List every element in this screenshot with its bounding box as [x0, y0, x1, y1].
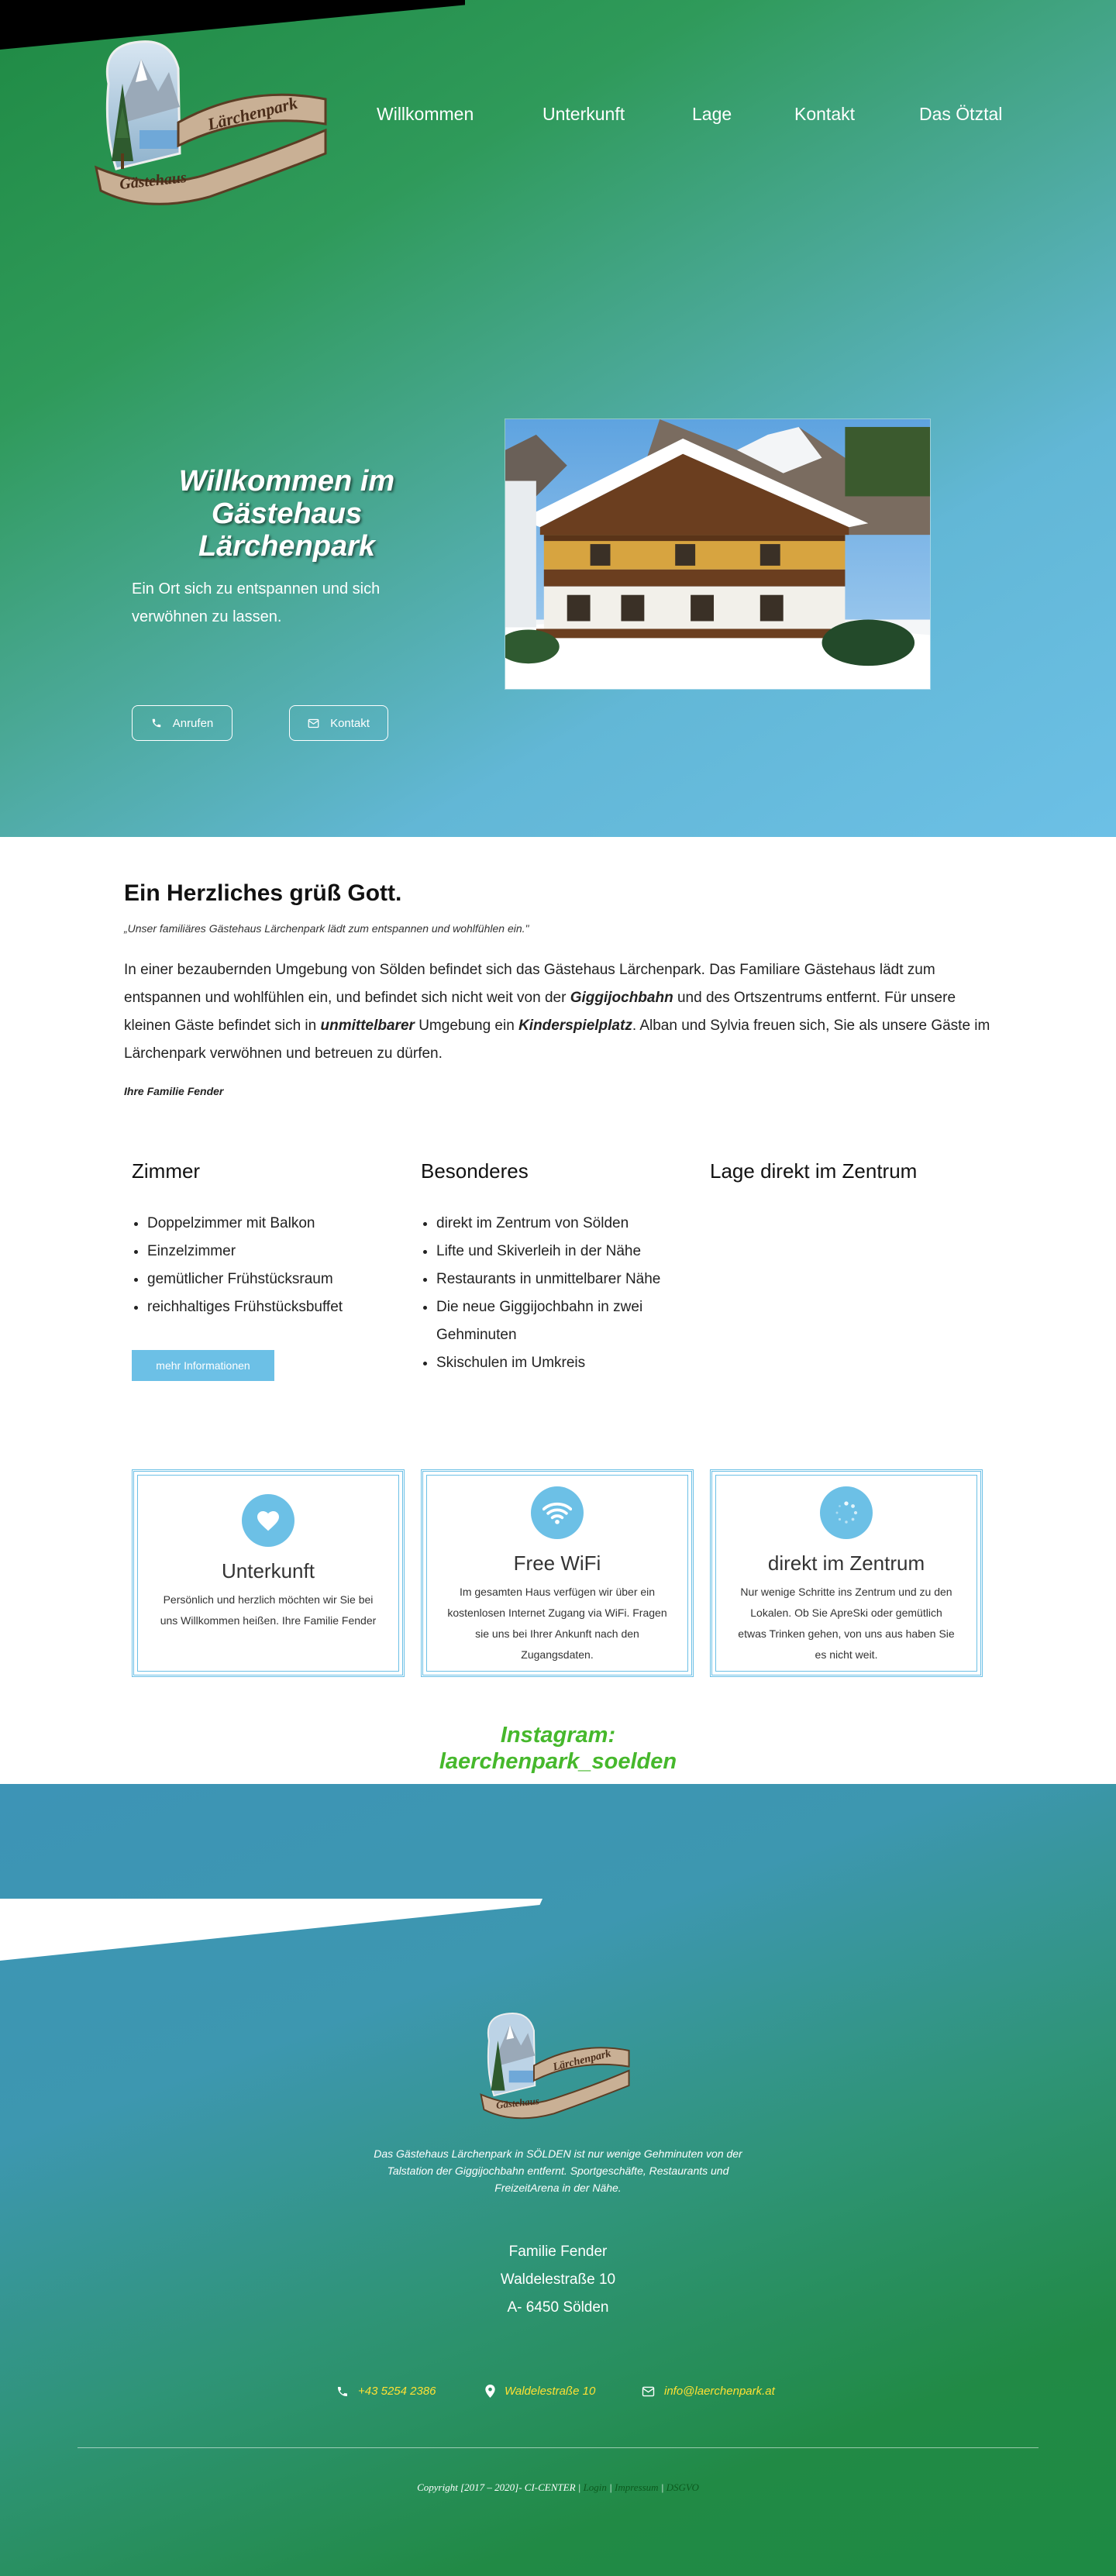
call-button[interactable] [132, 705, 232, 741]
instagram-handle: laerchenpark_soelden [439, 1749, 677, 1774]
svg-text:Gästehaus: Gästehaus [495, 2096, 540, 2111]
feature-inner [426, 1475, 688, 1672]
svg-text:Lärchenpark: Lärchenpark [205, 92, 300, 134]
nav-oetztal[interactable]: Das Ötztal [919, 104, 1003, 124]
footer [0, 1784, 1116, 2576]
list-item: • Die neue Giggijochbahn in zwei Gehminuten [436, 1293, 700, 1349]
list-item: • Skischulen im Umkreis [436, 1349, 700, 1377]
phone-icon [336, 2385, 349, 2398]
welcome-body-bold-2: unmittelbarer [320, 1018, 415, 1034]
footer-address-block [403, 2238, 713, 2322]
heart-icon [242, 1494, 294, 1547]
welcome-body-text-3: Umgebung ein [414, 1018, 519, 1034]
footer-description: Das Gästehaus Lärchenpark in SÖLDEN ist nur wenige Gehminuten von der Talstation der Giggijochbahn entfernt. Sportgeschäfte, Restaurants und FreizeitArena in der Nähe. [374, 2147, 742, 2194]
zimmer-list [132, 1210, 411, 1321]
footer-name: Familie Fender [508, 2244, 608, 2260]
contact-button[interactable] [289, 705, 388, 741]
spinner-icon [820, 1486, 873, 1539]
welcome-body-text-1: In einer bezaubernden Umgebung von Sölden befindet sich das Gästehaus Lärchenpark. Das Familiare Gästehaus lädt zum entspannen und wohlfühlen ein, und befindet sich nicht weit von der [124, 962, 935, 1006]
footer-link-impressum[interactable]: Impressum [615, 2481, 659, 2493]
footer-street: Waldelestraße 10 [500, 2271, 616, 2288]
hero-section [0, 0, 1116, 837]
footer-logo[interactable] [479, 2010, 634, 2122]
footer-location-text: Waldelestraße 10 [505, 2385, 596, 2398]
copyright-separator: | [609, 2481, 612, 2493]
chalet-photo [505, 418, 931, 690]
feature-zentrum [710, 1469, 983, 1677]
list-item: • Einzelzimmer [147, 1238, 411, 1266]
list-item: • Lifte und Skiverleih in der Nähe [436, 1238, 700, 1266]
feature-text: Nur wenige Schritte ins Zentrum und zu den Lokalen. Ob Sie ApreSki oder gemütlich etwas Trinken gehen, von uns aus haben Sie es nicht weit. [738, 1586, 955, 1661]
welcome-quote: „Unser familiäres Gästehaus Lärchenpark lädt zum entspannen und wohlfühlen ein." [124, 922, 529, 935]
welcome-signature: Ihre Familie Fender [124, 1085, 224, 1097]
welcome-body-bold-3: Kinderspielplatz [518, 1018, 632, 1034]
nav-unterkunft[interactable]: Unterkunft [542, 104, 625, 124]
list-item: • reichhaltiges Frühstücksbuffet [147, 1293, 411, 1321]
feature-title: Free WiFi [513, 1551, 601, 1575]
nav-lage[interactable]: Lage [692, 104, 732, 124]
column-lage [710, 1159, 989, 1210]
footer-phone-text: +43 5254 2386 [358, 2385, 436, 2398]
footer-divider [78, 2447, 1038, 2448]
column-lage-title: Lage direkt im Zentrum [710, 1159, 918, 1183]
more-info-button[interactable]: mehr Informationen [132, 1350, 274, 1381]
column-besonderes [421, 1159, 700, 1377]
welcome-heading: Ein Herzliches grüß Gott. [124, 880, 402, 906]
feature-unterkunft [132, 1469, 405, 1677]
column-zimmer-title: Zimmer [132, 1159, 201, 1183]
footer-link-dsgvo[interactable]: DSGVO [666, 2481, 699, 2493]
hero-subtitle: Ein Ort sich zu entspannen und sich verwöhnen zu lassen. [132, 580, 381, 625]
footer-email[interactable] [642, 2385, 775, 2398]
map-pin-icon [485, 2385, 495, 2398]
footer-phone[interactable] [336, 2385, 436, 2398]
list-item: • Doppelzimmer mit Balkon [147, 1210, 411, 1238]
footer-email-text: info@laerchenpark.at [664, 2385, 775, 2398]
feature-title: direkt im Zentrum [767, 1551, 925, 1575]
main-nav [0, 104, 1116, 127]
column-zimmer [132, 1159, 411, 1321]
instagram-link[interactable] [0, 1722, 1116, 1775]
column-besonderes-title: Besonderes [421, 1159, 529, 1183]
feature-wifi [421, 1469, 694, 1677]
phone-icon [151, 718, 162, 728]
feature-inner [137, 1475, 399, 1672]
welcome-body [124, 956, 992, 1068]
feature-title: Unterkunft [222, 1559, 315, 1582]
nav-kontakt[interactable]: Kontakt [794, 104, 855, 124]
contact-button-label: Kontakt [330, 716, 370, 730]
feature-text: Persönlich und herzlich möchten wir Sie bei uns Willkommen heißen. Ihre Familie Fender [160, 1593, 377, 1627]
svg-text:Lärchenpark: Lärchenpark [551, 2047, 612, 2074]
welcome-body-text-2: und des Ortszentrums entfernt. Für unsere kleinen Gäste befindet sich in [124, 990, 956, 1034]
list-item: • Restaurants in unmittelbarer Nähe [436, 1266, 700, 1293]
welcome-body-bold-1: Giggijochbahn [570, 990, 673, 1006]
besonderes-list [421, 1210, 700, 1377]
list-item: • direkt im Zentrum von Sölden [436, 1210, 700, 1238]
welcome-body-text-4: . Alban und Sylvia freuen sich, Sie als unsere Gäste im Lärchenpark verwöhnen und betreuen zu dürfen. [124, 1018, 990, 1062]
feature-inner [715, 1475, 977, 1672]
copyright-text: Copyright [2017 – 2020]- CI-CENTER | [417, 2481, 581, 2493]
footer-white-band [0, 1899, 542, 1961]
instagram-label: Instagram: [500, 1723, 616, 1748]
call-button-label: Anrufen [172, 716, 214, 730]
footer-location[interactable] [485, 2385, 595, 2398]
nav-willkommen[interactable]: Willkommen [377, 104, 474, 124]
footer-link-login[interactable]: Login [583, 2481, 607, 2493]
wifi-icon [531, 1486, 584, 1539]
envelope-icon [642, 2386, 655, 2397]
list-item: • gemütlicher Frühstücksraum [147, 1266, 411, 1293]
feature-text: Im gesamten Haus verfügen wir über ein kostenlosen Internet Zugang via WiFi. Fragen sie uns bei Ihrer Ankunft nach den Zugangsdaten. [447, 1586, 667, 1661]
footer-copyright [0, 2481, 1116, 2494]
svg-text:Gästehaus: Gästehaus [119, 169, 188, 193]
envelope-icon [308, 718, 319, 728]
hero-title: Willkommen im Gästehaus Lärchenpark [178, 465, 395, 563]
copyright-separator: | [660, 2481, 664, 2493]
footer-city: A- 6450 Sölden [507, 2299, 609, 2316]
